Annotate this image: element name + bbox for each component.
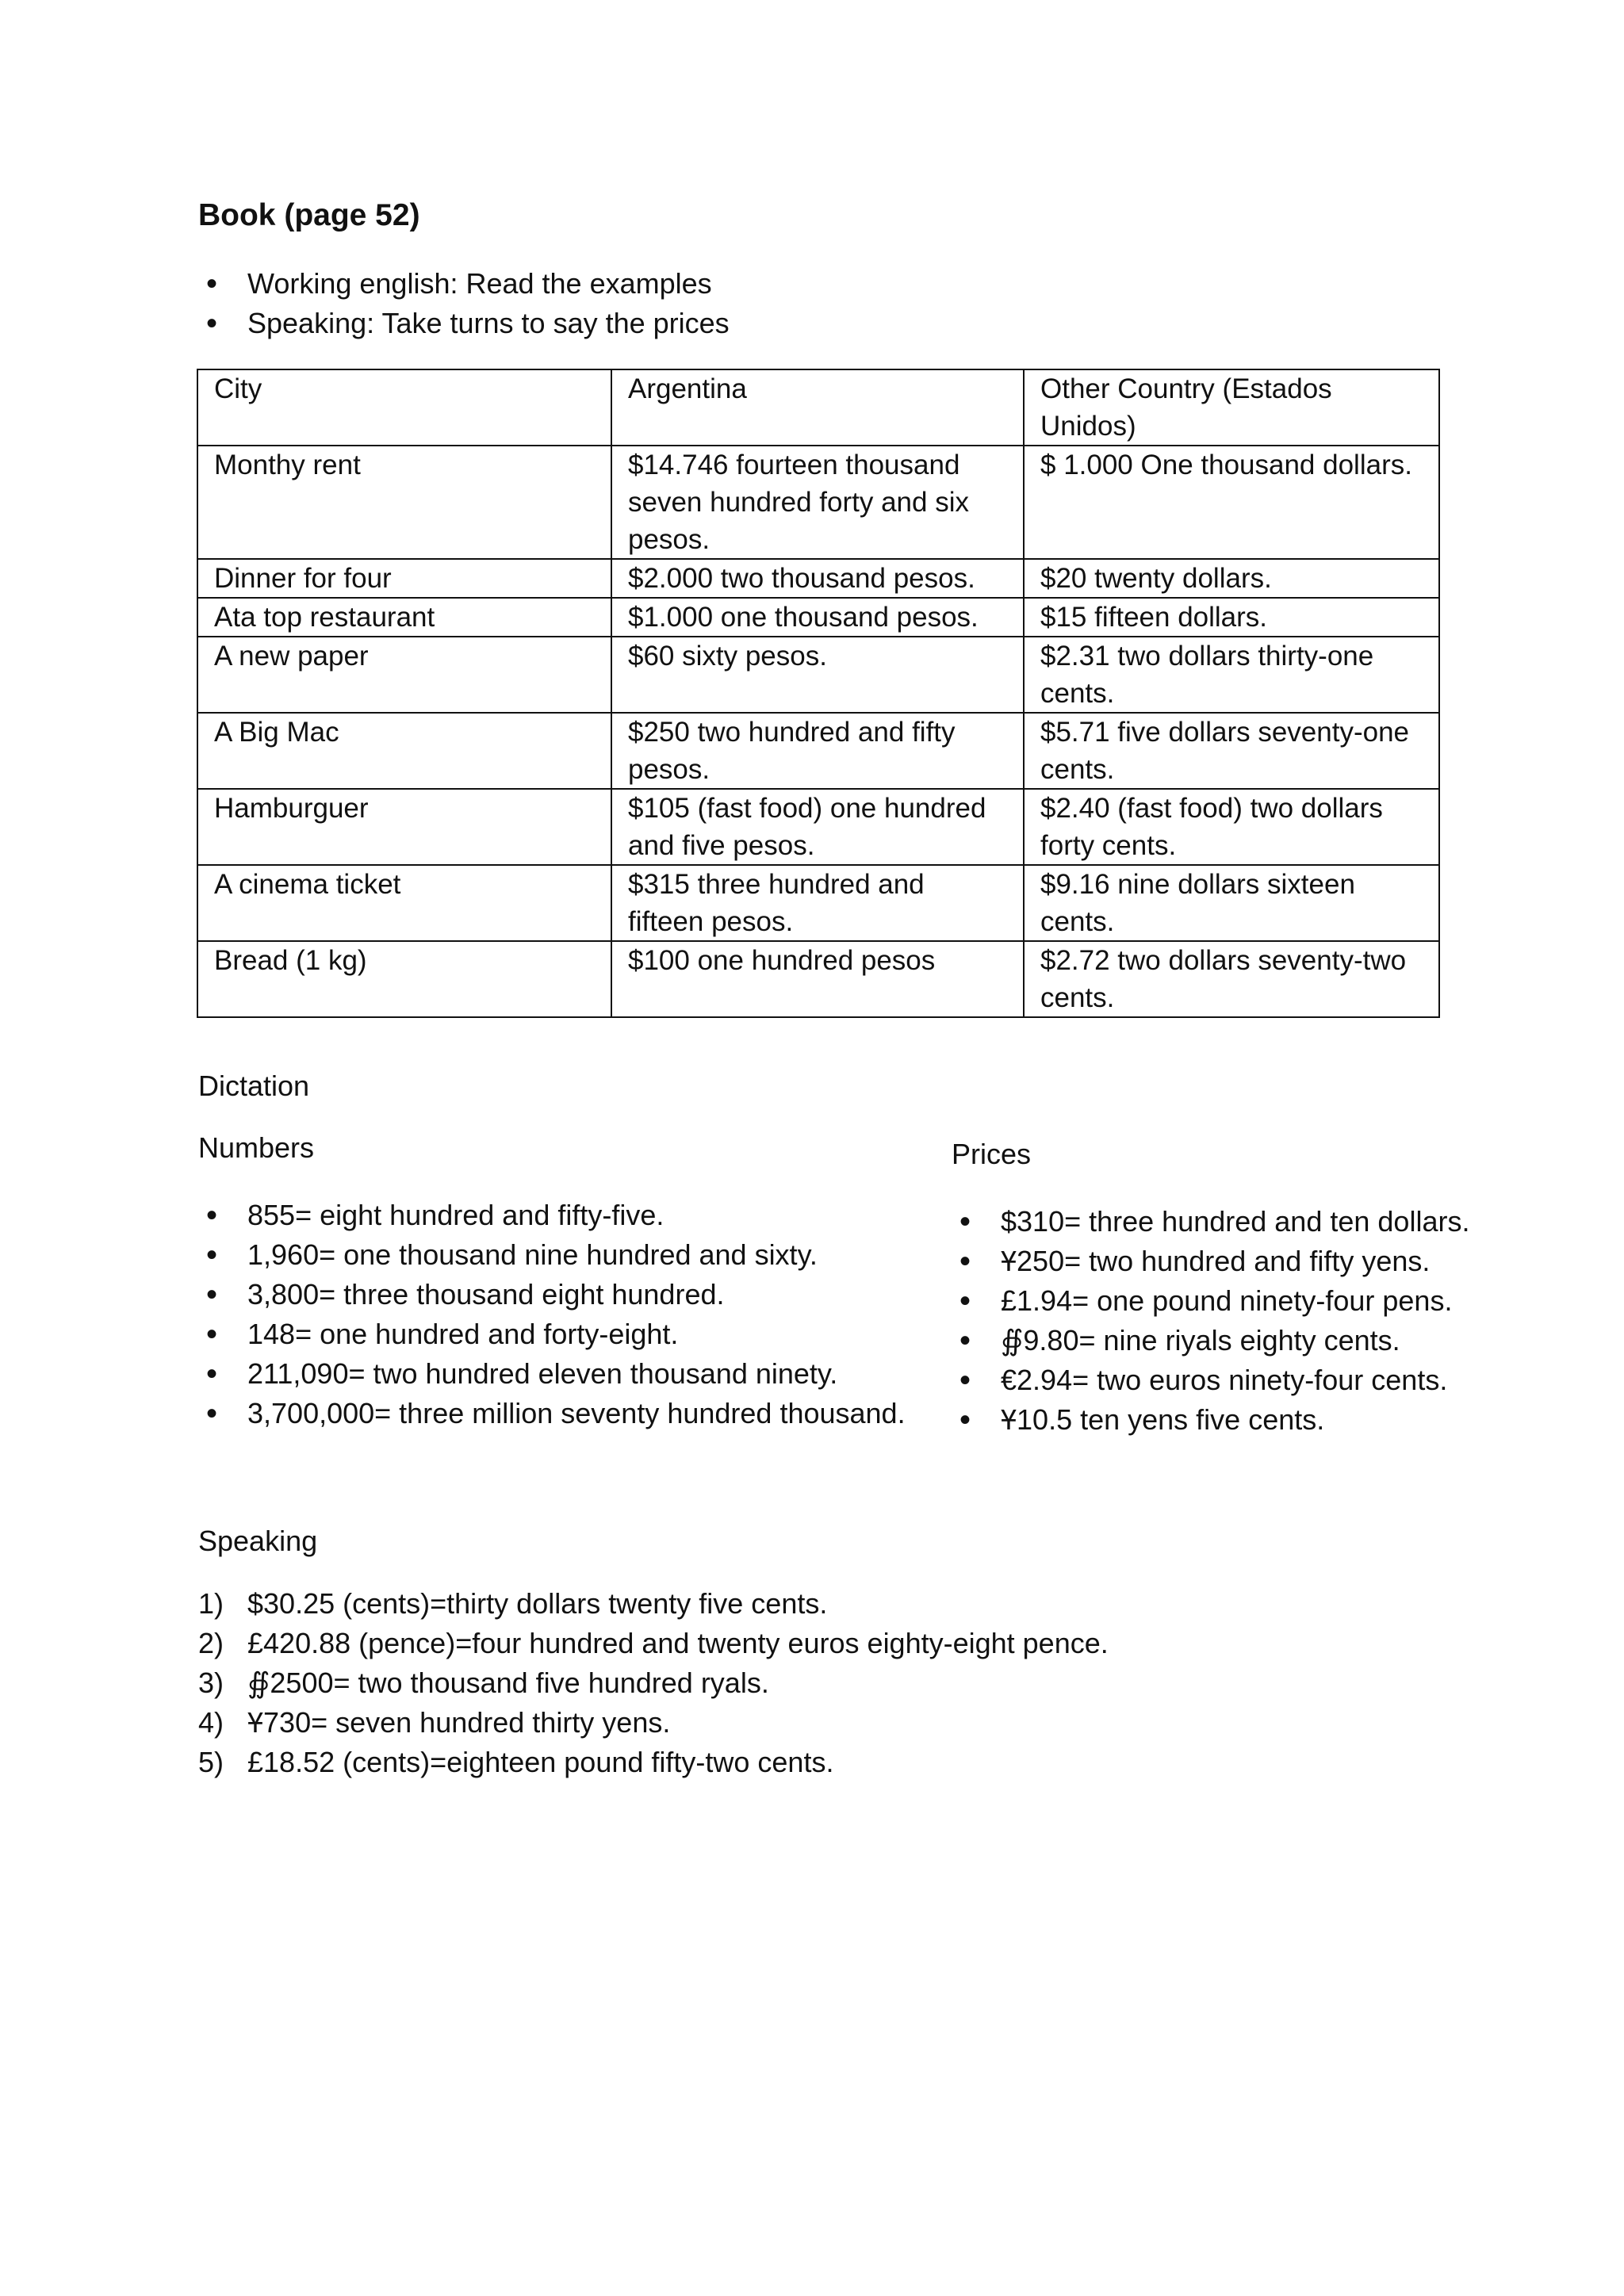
table-cell: $5.71 five dollars seventy-one cents. bbox=[1024, 713, 1439, 789]
item-text: ∯2500= two thousand five hundred ryals. bbox=[247, 1667, 769, 1699]
table-cell: Ata top restaurant bbox=[197, 598, 611, 637]
list-item: • 3,800= three thousand eight hundred. bbox=[198, 1275, 912, 1314]
prices-list bbox=[952, 1202, 1469, 1440]
numbers-list bbox=[198, 1196, 912, 1433]
intro-bullet-list bbox=[198, 264, 730, 343]
table-cell: $105 (fast food) one hundred and five pesos. bbox=[611, 789, 1024, 865]
list-item: • Ұ10.5 ten yens five cents. bbox=[952, 1400, 1469, 1440]
table-row bbox=[197, 941, 1439, 1017]
list-item: • 211,090= two hundred eleven thousand ninety. bbox=[198, 1354, 912, 1394]
table-cell: A new paper bbox=[197, 637, 611, 713]
table-cell: $ 1.000 One thousand dollars. bbox=[1024, 446, 1439, 559]
table-cell: Hamburguer bbox=[197, 789, 611, 865]
table-row bbox=[197, 637, 1439, 713]
header-cell-other-country: Other Country (Estados Unidos) bbox=[1024, 369, 1439, 446]
header-cell-argentina: Argentina bbox=[611, 369, 1024, 446]
table-cell: $100 one hundred pesos bbox=[611, 941, 1024, 1017]
list-item: • 1,960= one thousand nine hundred and sixty. bbox=[198, 1235, 912, 1275]
table-row bbox=[197, 865, 1439, 941]
header-cell-city: City bbox=[197, 369, 611, 446]
item-text: £18.52 (cents)=eighteen pound fifty-two cents. bbox=[247, 1746, 834, 1778]
table-cell: $1.000 one thousand pesos. bbox=[611, 598, 1024, 637]
item-number: 2) bbox=[198, 1627, 224, 1659]
table-row bbox=[197, 598, 1439, 637]
list-item: • £1.94= one pound ninety-four pens. bbox=[952, 1281, 1469, 1321]
speaking-list bbox=[198, 1584, 1109, 1782]
table-row bbox=[197, 559, 1439, 598]
table-cell: $2.000 two thousand pesos. bbox=[611, 559, 1024, 598]
item-number: 5) bbox=[198, 1746, 224, 1778]
table-cell: $250 two hundred and fifty pesos. bbox=[611, 713, 1024, 789]
list-item: • Ұ250= two hundred and fifty yens. bbox=[952, 1242, 1469, 1281]
table-cell: $2.72 two dollars seventy-two cents. bbox=[1024, 941, 1439, 1017]
list-item: • 3,700,000= three million seventy hundred thousand. bbox=[198, 1394, 912, 1433]
table-header-row bbox=[197, 369, 1439, 446]
list-item bbox=[198, 1703, 1109, 1743]
list-item bbox=[198, 1584, 1109, 1624]
table-cell: $60 sixty pesos. bbox=[611, 637, 1024, 713]
bullet-item: • Working english: Read the examples bbox=[198, 264, 730, 304]
speaking-heading: Speaking bbox=[198, 1525, 318, 1557]
list-item: • 148= one hundred and forty-eight. bbox=[198, 1314, 912, 1354]
table-cell: $315 three hundred and fifteen pesos. bbox=[611, 865, 1024, 941]
list-item: • ∯9.80= nine riyals eighty cents. bbox=[952, 1321, 1469, 1360]
list-item: • €2.94= two euros ninety-four cents. bbox=[952, 1360, 1469, 1400]
list-item bbox=[198, 1663, 1109, 1703]
table-cell: $9.16 nine dollars sixteen cents. bbox=[1024, 865, 1439, 941]
list-item bbox=[198, 1624, 1109, 1663]
prices-table bbox=[197, 369, 1440, 1018]
table-row bbox=[197, 789, 1439, 865]
table-cell: A cinema ticket bbox=[197, 865, 611, 941]
bullet-item: • Speaking: Take turns to say the prices bbox=[198, 304, 730, 343]
list-item bbox=[198, 1743, 1109, 1782]
item-number: 1) bbox=[198, 1587, 224, 1620]
page-title: Book (page 52) bbox=[198, 198, 420, 232]
item-number: 3) bbox=[198, 1667, 224, 1699]
list-item: • $310= three hundred and ten dollars. bbox=[952, 1202, 1469, 1242]
item-text: Ұ730= seven hundred thirty yens. bbox=[247, 1706, 671, 1739]
table-cell: $2.31 two dollars thirty-one cents. bbox=[1024, 637, 1439, 713]
prices-heading: Prices bbox=[952, 1138, 1032, 1170]
table-cell: $15 fifteen dollars. bbox=[1024, 598, 1439, 637]
item-number: 4) bbox=[198, 1706, 224, 1739]
table-cell: Bread (1 kg) bbox=[197, 941, 611, 1017]
item-text: £420.88 (pence)=four hundred and twenty euros eighty-eight pence. bbox=[247, 1627, 1109, 1659]
table-cell: $2.40 (fast food) two dollars forty cents. bbox=[1024, 789, 1439, 865]
table-row bbox=[197, 446, 1439, 559]
dictation-heading: Dictation bbox=[198, 1070, 310, 1102]
table-row bbox=[197, 713, 1439, 789]
table-cell: $20 twenty dollars. bbox=[1024, 559, 1439, 598]
item-text: $30.25 (cents)=thirty dollars twenty five cents. bbox=[247, 1587, 828, 1620]
table-cell: Monthy rent bbox=[197, 446, 611, 559]
table-cell: Dinner for four bbox=[197, 559, 611, 598]
numbers-heading: Numbers bbox=[198, 1131, 315, 1164]
table-cell: $14.746 fourteen thousand seven hundred forty and six pesos. bbox=[611, 446, 1024, 559]
list-item: • 855= eight hundred and fifty-five. bbox=[198, 1196, 912, 1235]
table-cell: A Big Mac bbox=[197, 713, 611, 789]
